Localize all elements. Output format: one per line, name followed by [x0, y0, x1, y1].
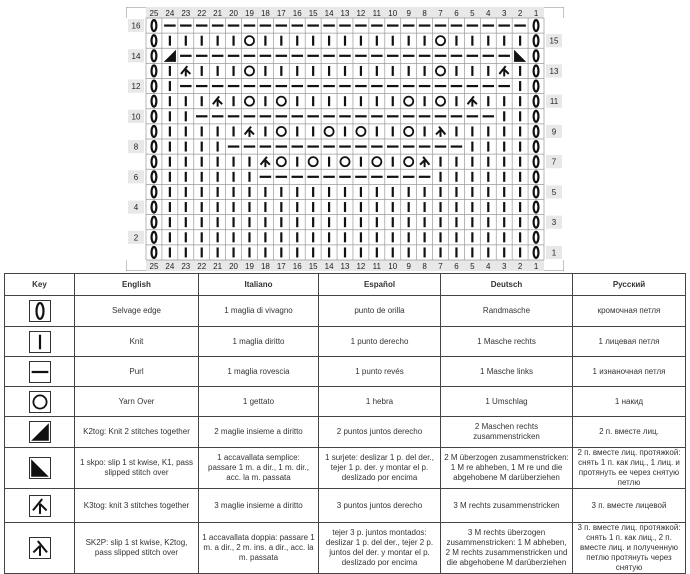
legend-es-text: 3 puntos juntos derecho	[319, 489, 441, 523]
column-number-bottom: 15	[308, 262, 318, 271]
legend-key-cell	[5, 417, 75, 448]
column-number-top: 7	[438, 9, 443, 18]
legend-it-text: 2 maglie insieme a diritto	[199, 417, 319, 448]
legend-key-cell	[5, 448, 75, 489]
column-number-bottom: 24	[165, 262, 175, 271]
legend-key-cell	[5, 489, 75, 523]
header-espanol: Español	[319, 274, 441, 296]
column-number-top: 10	[388, 9, 398, 18]
row-number-left: 8	[133, 142, 139, 152]
column-number-bottom: 3	[501, 262, 507, 271]
column-number-bottom: 17	[276, 262, 286, 271]
column-number-top: 14	[324, 9, 334, 18]
row-number-right: 7	[551, 157, 557, 167]
column-number-top: 25	[149, 9, 159, 18]
column-number-top: 12	[356, 9, 366, 18]
legend-en-text: SK2P: slip 1 st kwise, K2tog, pass slipped stitch over	[75, 523, 199, 574]
column-number-top: 20	[229, 9, 239, 18]
legend-en-text: Selvage edge	[75, 296, 199, 327]
row-number-left: 2	[133, 233, 139, 243]
column-number-bottom: 10	[388, 262, 398, 271]
legend-en-text: K2tog: Knit 2 stitches together	[75, 417, 199, 448]
row-number-right: 15	[549, 36, 559, 46]
column-number-bottom: 5	[470, 262, 475, 271]
legend-table	[4, 273, 686, 574]
row-number-left: 10	[131, 112, 141, 122]
column-number-top: 19	[245, 9, 254, 18]
legend-es-text: 1 punto derecho	[319, 327, 441, 357]
column-number-bottom: 4	[486, 262, 491, 271]
column-number-top: 9	[406, 9, 411, 18]
row-number-right: 9	[551, 127, 557, 137]
legend-key-cell	[5, 327, 75, 357]
column-number-bottom: 21	[213, 262, 223, 271]
knit-icon	[29, 331, 51, 353]
legend-en-text: Purl	[75, 357, 199, 387]
column-number-bottom: 2	[517, 262, 523, 271]
legend-en-text: Yarn Over	[75, 387, 199, 417]
purl-icon	[29, 361, 51, 383]
column-number-bottom: 23	[181, 262, 191, 271]
selvage-edge-icon	[29, 300, 51, 322]
legend-de-text: Randmasche	[441, 296, 573, 327]
column-number-top: 11	[372, 9, 381, 18]
column-number-top: 2	[517, 9, 523, 18]
legend-row	[5, 387, 686, 417]
column-number-top: 1	[533, 9, 539, 18]
header-russian: Русский	[573, 274, 686, 296]
column-number-top: 13	[340, 9, 350, 18]
legend-it-text: 1 gettato	[199, 387, 319, 417]
legend-it-text: 1 accavallata semplice: passare 1 m. a dir., 1 m. dir., acc. la m. passata	[199, 448, 319, 489]
legend-de-text: 3 M rechts zusammenstricken	[441, 489, 573, 523]
legend-row	[5, 296, 686, 327]
legend-de-text: 1 Masche links	[441, 357, 573, 387]
legend-de-text: 1 Umschlag	[441, 387, 573, 417]
legend-ru-text: 1 накид	[573, 387, 686, 417]
column-number-top: 3	[501, 9, 507, 18]
skpo-icon	[29, 457, 51, 479]
legend-key-cell	[5, 296, 75, 327]
legend-es-text: tejer 3 p. juntos montados: deslizar 1 p. del der., tejer 2 p. juntos del der. y montar el p. deslizado por encima	[319, 523, 441, 574]
legend-it-text: 1 maglia rovescia	[199, 357, 319, 387]
column-number-bottom: 7	[438, 262, 443, 271]
legend-key-cell	[5, 523, 75, 574]
row-number-left: 14	[131, 51, 141, 61]
legend-es-text: 1 surjete: deslizar 1 p. del der., tejer 1 p. der. y montar el p. deslizado por encima	[319, 448, 441, 489]
legend-en-text: Knit	[75, 327, 199, 357]
k2tog-icon	[29, 421, 51, 443]
column-number-bottom: 8	[422, 262, 427, 271]
legend-ru-text: 2 п. вместе лиц. протяжкой: снять 1 п. как лиц., 1 лиц. и протянуть ее через снятую петлю	[573, 448, 686, 489]
legend-ru-text: кромочная петля	[573, 296, 686, 327]
legend-row	[5, 489, 686, 523]
column-number-bottom: 11	[372, 262, 381, 271]
legend-ru-text: 3 п. вместе лиц. протяжкой: снять 1 п. как лиц., 2 п. вместе лиц. и полученную петлю протянуть через снятую	[573, 523, 686, 574]
legend-ru-text: 2 п. вместе лиц.	[573, 417, 686, 448]
row-number-right: 5	[551, 187, 557, 197]
k3tog-icon	[29, 495, 51, 517]
legend-row	[5, 523, 686, 574]
legend-it-text: 1 maglia diritto	[199, 327, 319, 357]
header-key: Key	[5, 274, 75, 296]
legend-de-text: 2 M überzogen zusammenstricken: 1 M re abheben, 1 M re und die abgehobene M darüberziehen	[441, 448, 573, 489]
legend-row	[5, 417, 686, 448]
row-number-right: 3	[551, 218, 557, 228]
column-number-top: 8	[422, 9, 427, 18]
yarn-over-icon	[29, 391, 51, 413]
legend-ru-text: 3 п. вместе лицевой	[573, 489, 686, 523]
column-number-bottom: 16	[292, 262, 302, 271]
legend-en-text: 1 skpo: slip 1 st kwise, K1, pass slipped stitch over	[75, 448, 199, 489]
legend-row	[5, 327, 686, 357]
legend-row	[5, 357, 686, 387]
legend-es-text: 1 hebra	[319, 387, 441, 417]
sk2p-icon	[29, 537, 51, 559]
column-number-top: 16	[292, 9, 302, 18]
legend-key-cell	[5, 387, 75, 417]
legend-it-text: 1 accavallata doppia: passare 1 m. a dir., 2 m. ins. a dir., acc. la m. passata	[199, 523, 319, 574]
row-number-left: 16	[131, 21, 141, 31]
column-number-bottom: 20	[229, 262, 239, 271]
row-number-right: 11	[549, 97, 559, 107]
legend-ru-text: 1 лицевая петля	[573, 327, 686, 357]
legend-de-text: 3 M rechts überzogen zusammenstricken: 1 M abheben, 2 M rechts zusammenstricken und die abgehobene M darüberziehen	[441, 523, 573, 574]
column-number-bottom: 6	[454, 262, 459, 271]
column-number-bottom: 12	[356, 262, 366, 271]
legend-de-text: 1 Masche rechts	[441, 327, 573, 357]
column-number-top: 23	[181, 9, 191, 18]
legend-it-text: 3 maglie insieme a diritto	[199, 489, 319, 523]
column-number-bottom: 19	[245, 262, 254, 271]
chart-grid	[126, 7, 564, 271]
row-number-left: 12	[131, 82, 141, 92]
column-number-top: 18	[260, 9, 270, 18]
column-number-top: 24	[165, 9, 175, 18]
row-number-left: 6	[133, 172, 139, 182]
row-number-right: 13	[549, 66, 559, 76]
header-english: English	[75, 274, 199, 296]
legend-es-text: 2 puntos juntos derecho	[319, 417, 441, 448]
knitting-chart	[126, 7, 564, 271]
column-number-top: 5	[470, 9, 475, 18]
column-number-top: 22	[197, 9, 207, 18]
column-number-bottom: 25	[149, 262, 159, 271]
column-number-bottom: 1	[533, 262, 539, 271]
legend-en-text: K3tog: knit 3 stitches together	[75, 489, 199, 523]
legend-header-row	[5, 274, 686, 296]
column-number-bottom: 13	[340, 262, 350, 271]
legend-it-text: 1 maglia di vivagno	[199, 296, 319, 327]
column-number-top: 15	[308, 9, 318, 18]
column-number-bottom: 22	[197, 262, 207, 271]
header-deutsch: Deutsch	[441, 274, 573, 296]
legend-es-text: 1 punto revés	[319, 357, 441, 387]
column-number-top: 21	[213, 9, 223, 18]
legend-es-text: punto de orilla	[319, 296, 441, 327]
header-italiano: Italiano	[199, 274, 319, 296]
row-number-right: 1	[551, 248, 557, 258]
column-number-bottom: 18	[260, 262, 270, 271]
legend-key-cell	[5, 357, 75, 387]
column-number-top: 17	[276, 9, 286, 18]
legend-de-text: 2 Maschen rechts zusammenstricken	[441, 417, 573, 448]
legend-row	[5, 448, 686, 489]
column-number-bottom: 14	[324, 262, 334, 271]
legend-ru-text: 1 изнаночная петля	[573, 357, 686, 387]
row-number-left: 4	[133, 203, 139, 213]
column-number-top: 4	[486, 9, 491, 18]
column-number-top: 6	[454, 9, 459, 18]
column-number-bottom: 9	[406, 262, 411, 271]
